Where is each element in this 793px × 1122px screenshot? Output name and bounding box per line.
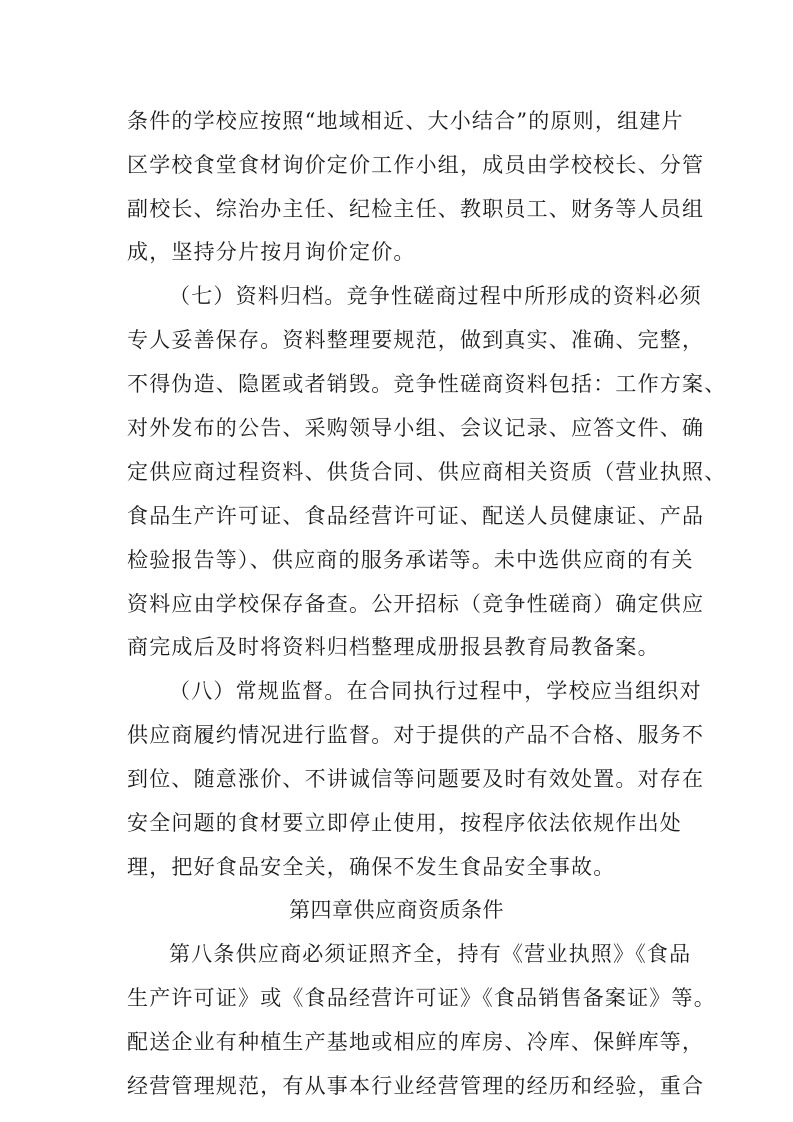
body-line: 食品生产许可证、食品经营许可证、配送人员健康证、产品 <box>127 504 705 528</box>
body-line: 对外发布的公告、采购领导小组、会议记录、应答文件、确 <box>127 416 705 440</box>
body-line: 理，把好食品安全关，确保不发生食品安全事故。 <box>127 855 616 879</box>
body-line: 配送企业有种植生产基地或相应的库房、冷库、保鲜库等， <box>127 1030 705 1054</box>
body-line: 商完成后及时将资料归档整理成册报县教育局教备案。 <box>127 635 660 659</box>
body-line: 供应商履约情况进行监督。对于提供的产品不合格、服务不 <box>127 723 705 747</box>
body-line: 到位、随意涨价、不讲诚信等问题要及时有效处置。对存在 <box>127 767 705 791</box>
body-line: 专人妥善保存。资料整理要规范，做到真实、准确、完整， <box>127 328 705 352</box>
body-line: 资料应由学校保存备查。公开招标（竞争性磋商）确定供应 <box>127 592 705 616</box>
paragraph-heading-line: （八）常规监督。在合同执行过程中，学校应当组织对 <box>169 679 702 703</box>
body-line: 区学校食堂食材询价定价工作小组，成员由学校校长、分管 <box>127 153 705 177</box>
body-line: 安全问题的食材要立即停止使用，按程序依法依规作出处 <box>127 811 682 835</box>
body-line: 不得伪造、隐匿或者销毁。竞争性磋商资料包括：工作方案、 <box>127 372 727 396</box>
article-line: 第八条供应商必须证照齐全，持有《营业执照》《食品 <box>169 942 692 966</box>
body-line: 成，坚持分片按月询价定价。 <box>127 240 416 264</box>
body-line: 经营管理规范，有从事本行业经营管理的经历和经验，重合 <box>127 1074 705 1098</box>
body-line: 生产许可证》或《食品经营许可证》《食品销售备案证》等。 <box>127 986 716 1010</box>
body-line: 副校长、综治办主任、纪检主任、教职员工、财务等人员组 <box>127 197 705 221</box>
body-line: 检验报告等）、供应商的服务承诺等。未中选供应商的有关 <box>127 548 694 572</box>
paragraph-heading-line: （七）资料归档。竞争性磋商过程中所形成的资料必须 <box>169 284 702 308</box>
body-line: 定供应商过程资料、供货合同、供应商相关资质（营业执照、 <box>127 460 727 484</box>
body-line: 条件的学校应按照“地域相近、大小结合”的原则，组建片 <box>127 109 684 133</box>
chapter-heading: 第四章供应商资质条件 <box>289 898 504 922</box>
